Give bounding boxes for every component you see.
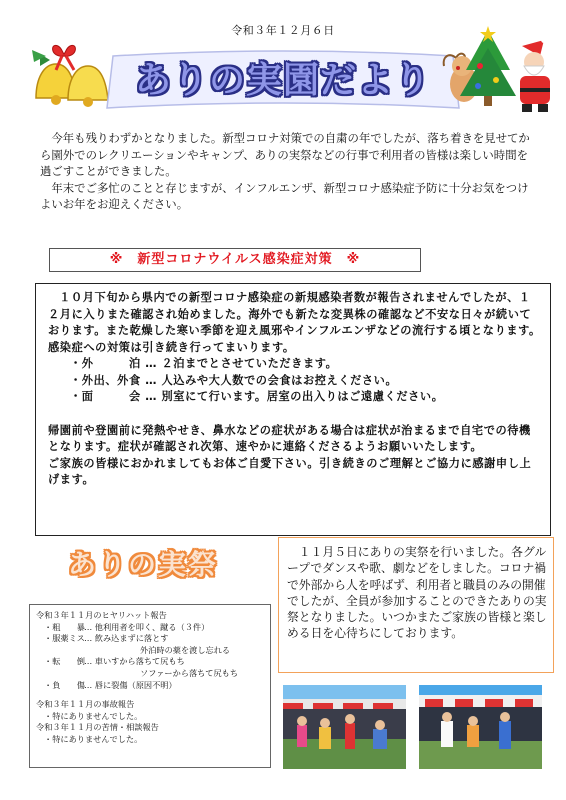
greeting-paragraph-1: 今年も残りわずかとなりました。新型コロナ対策での自粛の年でしたが、落ち着きを見せてから園外でのレクリエーションやキャンプ、ありの実祭などの行事で利用者の皆様は楽しい時間を過ごすことができました。 (40, 131, 530, 179)
greeting-text (40, 130, 535, 213)
near-miss-detail: … 他利用者を叩く、蹴る（３件） (84, 621, 210, 632)
monthly-report-box (29, 604, 271, 768)
festival-title: ありの実祭 (68, 548, 219, 581)
near-miss-detail: … 飲み込まずに落とす (84, 633, 169, 644)
near-miss-category: ・粗 暴 (44, 621, 85, 632)
covid-rules-list (70, 356, 542, 406)
rule-outing: ・外出、外食 … 人込みや大人数での会食はお控えください。 (70, 373, 398, 387)
near-miss-category (36, 645, 84, 657)
near-miss-row (36, 668, 264, 680)
festival-report-box (278, 537, 554, 673)
rule-visit: ・面 会 … 別室にて行います。居室の出入りはご遠慮ください。 (70, 390, 444, 403)
complaint-report-title: 令和３年１１月の苦情・相談報告 (36, 722, 159, 733)
festival-report-text: １１月５日にありの実祭を行いました。各グループでダンスや歌、劇などをしました。コロナ禍で外部から人を呼ばず、利用者と職員のみの開催でしたが、全員が参加することのできたありの実祭となりました。いつかまたご家族の皆様と楽しめる日を心待ちにしております。 (287, 545, 547, 641)
near-miss-category: ・服薬ミス (44, 633, 85, 644)
near-miss-category: ・転 倒 (44, 656, 85, 667)
christmas-tree-reindeer-santa-illustration (440, 26, 560, 114)
near-miss-detail: 外泊時の薬を渡し忘れる (140, 644, 231, 655)
near-miss-row (36, 645, 264, 657)
near-miss-title: 令和３年１１月のヒヤリハット報告 (36, 610, 167, 620)
near-miss-detail: … 唇に裂傷（原因不明） (84, 679, 177, 690)
near-miss-row (36, 633, 264, 645)
covid-paragraph-1: １０月下旬から県内での新型コロナ感染症の新規感染者数が報告されませんでしたが、１２月に入りまた確認され始めました。海外でも新たな変異株の確認など不安な日々が続いております。また乾燥した寒い季節を迎え風邪やインフルエンザなどの流行する頃となります。感染症への対策は引き続き行ってまいります。 (48, 291, 541, 354)
near-miss-row (36, 656, 264, 668)
near-miss-category: ・負 傷 (44, 679, 85, 690)
festival-photo-2 (419, 685, 542, 769)
newsletter-title: ありの実園だより (134, 60, 431, 101)
greeting-paragraph-2: 年末でご多忙のことと存じますが、インフルエンザ、新型コロナ感染症予防に十分お気をつけよいお年をお迎えください。 (40, 180, 529, 212)
rule-overnight: ・外 泊 … ２泊までとさせていただきます。 (70, 357, 338, 370)
covid-notice-box (35, 283, 551, 536)
covid-paragraph-3: ご家族の皆様におかれましてもお体ご自愛下さい。引き続きのご理解とご協力に感謝申し上げます。 (48, 456, 532, 486)
near-miss-row (36, 622, 264, 634)
accident-report-title: 令和３年１１月の事故報告 (36, 699, 135, 710)
near-miss-row (36, 680, 264, 692)
covid-paragraph-2: 帰園前や登園前に発熱やせき、鼻水などの症状がある場合は症状が治まるまで自宅での待機となります。症状が確認され次第、速やかに連絡くださるようお願いいたします。 (48, 423, 531, 453)
near-miss-category (36, 668, 84, 680)
complaint-report-text: ・特にありませんでした。 (44, 733, 143, 744)
accident-report-text: ・特にありませんでした。 (44, 710, 143, 721)
near-miss-detail: ソファーから落ちて尻もち (140, 667, 239, 678)
issue-date: 令和３年１２月６日 (231, 24, 335, 37)
covid-section-heading: ※ 新型コロナウイルス感染症対策 ※ (49, 248, 421, 272)
festival-photo-1 (283, 685, 406, 769)
near-miss-detail: … 車いすから落ちて尻もち (84, 656, 185, 667)
